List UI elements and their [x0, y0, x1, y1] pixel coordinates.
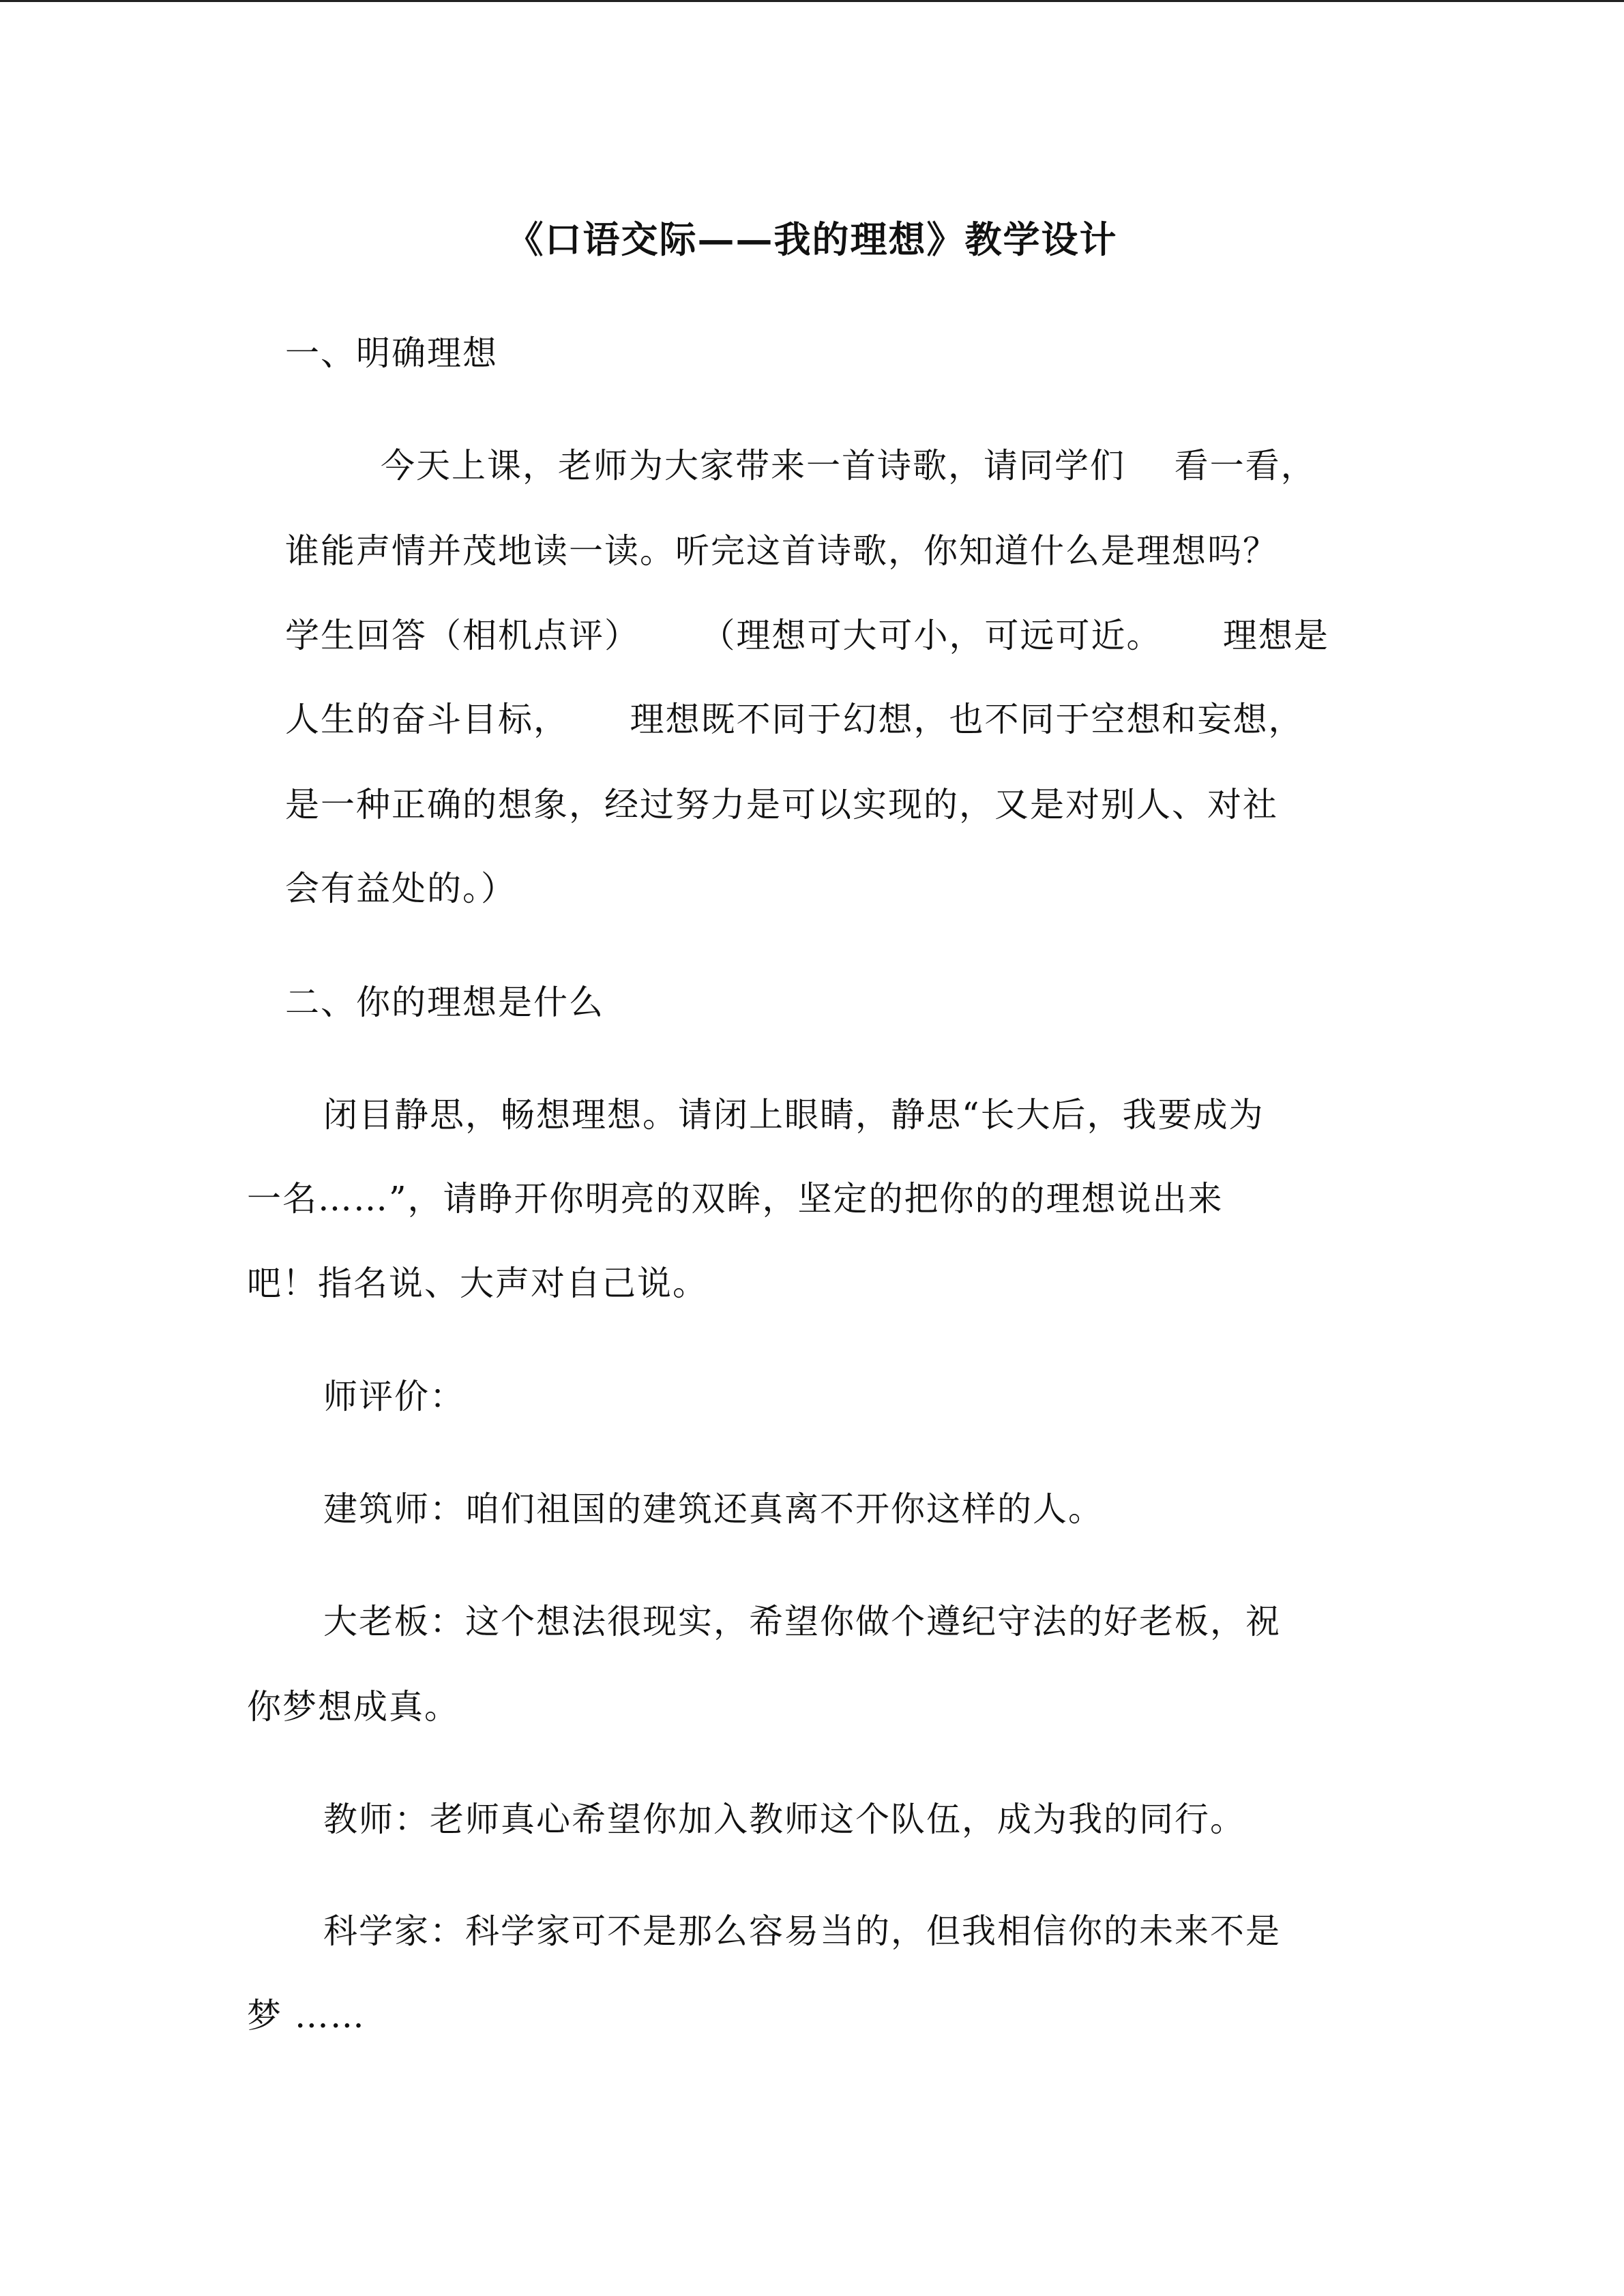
- evaluation-architect: 建筑师：咱们祖国的建筑还真离不开你这样的人。: [323, 1489, 1104, 1529]
- section-2-intro-line-3: 吧！指名说、大声对自己说。: [247, 1264, 708, 1303]
- section-2-intro-line-2: 一名……”，请睁开你明亮的双眸，坚定的把你的的理想说出来: [247, 1179, 1224, 1219]
- evaluation-scientist-line-1: 科学家：科学家可不是那么容易当的，但我相信你的未来不是: [323, 1911, 1281, 1951]
- evaluation-teacher: 教师：老师真心希望你加入教师这个队伍，成为我的同行。: [323, 1800, 1245, 1839]
- section-1-line-2: 谁能声情并茂地读一读。听完这首诗歌，你知道什么是理想吗？: [285, 531, 1278, 571]
- section-1-line-3: 学生回答（相机点评） （理想可大可小，可远可近。 理想是: [285, 616, 1329, 655]
- evaluation-boss-line-2: 你梦想成真。: [247, 1687, 460, 1727]
- document-title: 《口语交际——我的理想》教学设计: [506, 218, 1118, 261]
- section-1-line-1: 今天上课，老师为大家带来一首诗歌，请同学们 看一看，: [381, 446, 1316, 486]
- section-1-line-5: 是一种正确的想象，经过努力是可以实现的，又是对别人、对社: [285, 785, 1278, 824]
- evaluation-scientist-line-2: 梦 ……: [247, 1996, 366, 2036]
- evaluation-boss-line-1: 大老板：这个想法很现实，希望你做个遵纪守法的好老板，祝: [323, 1602, 1281, 1641]
- section-2-intro-line-1: 闭目静思，畅想理想。请闭上眼睛，静思“长大后，我要成为: [323, 1095, 1265, 1135]
- section-2-heading: 二、你的理想是什么: [285, 983, 604, 1022]
- section-1-line-6: 会有益处的。）: [285, 869, 516, 908]
- evaluation-label: 师评价：: [323, 1377, 465, 1416]
- section-1-line-4: 人生的奋斗目标， 理想既不同于幻想，也不同于空想和妄想，: [285, 700, 1304, 739]
- section-1-heading: 一、明确理想: [285, 333, 498, 373]
